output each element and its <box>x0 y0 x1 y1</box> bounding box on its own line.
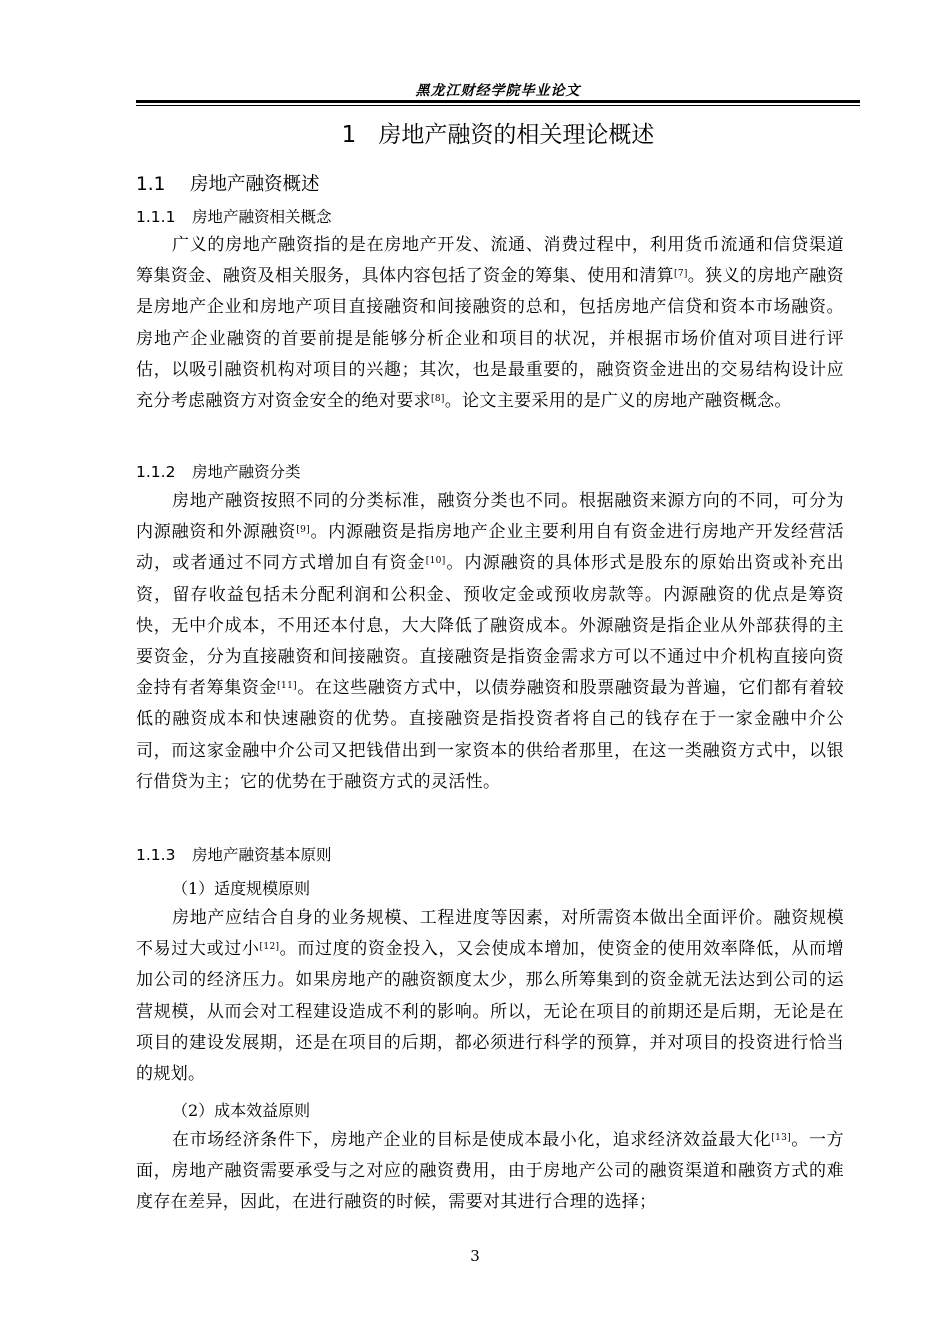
paragraph-definition <box>136 230 844 417</box>
subsection-heading-1-1-1 <box>136 205 332 227</box>
subsection-number: 1.1.2 <box>136 463 176 481</box>
chapter-heading <box>136 116 860 149</box>
paragraph-principle-cost <box>136 1125 844 1219</box>
text-run: 。内源融资的具体形式是股东的原始出资或补充出资，留存收益包括未分配利润和公积金、预收定金或预收房款等。内源融资的优点是筹资快，无中介成本，不用还本付息，大大降低了融资成本。外源融资是指企业从外部获得的主要资金，分为直接融资和间接融资。直接融资是指资金需求方可以不通过中介机构直接向资金持有者筹集资金 <box>136 553 844 699</box>
subsection-heading-1-1-2 <box>136 460 301 482</box>
citation: [8] <box>430 394 445 405</box>
header-rule-thin <box>136 105 860 106</box>
paragraph-principle-scale <box>136 903 844 1090</box>
chapter-number: 1 <box>341 122 357 148</box>
subsection-number: 1.1.3 <box>136 846 176 864</box>
citation: [13] <box>771 1133 792 1143</box>
text-run: 。在这些融资方式中，以债券融资和股票融资最为普遍，它们都有着较低的融资成本和快速融资的优势。直接融资是指投资者将自己的钱存在于一家金融中介公司，而这家金融中介公司又把钱借出到一家资本的供给者那里，在这一类融资方式中，以银行借贷为主；它的优势在于融资方式的灵活性。 <box>136 678 844 792</box>
section-heading-1-1 <box>136 170 320 196</box>
subsection-number: 1.1.1 <box>136 208 176 226</box>
citation: [12] <box>259 942 280 953</box>
text-run: 房地产应结合自身的业务规模、工程进度等因素，对所需资本做出全面评价。融资规模不易过大或过小 <box>136 908 844 960</box>
citation: [9] <box>296 525 311 536</box>
section-title: 房地产融资概述 <box>190 174 320 195</box>
principle-item-1: （1）适度规模原则 <box>172 879 311 898</box>
text-run: 。内源融资是指房地产企业主要利用自有资金进行房地产开发经营活动，或者通过不同方式增加自有资金 <box>136 522 844 574</box>
principle-item-2: （2）成本效益原则 <box>172 1101 311 1120</box>
text-run: 房地产融资按照不同的分类标准，融资分类也不同。根据融资来源方向的不同，可分为内源融资和外源融资 <box>136 491 844 543</box>
citation: [10] <box>425 556 446 567</box>
text-run: 在市场经济条件下，房地产企业的目标是使成本最小化，追求经济效益最大化 <box>172 1130 772 1150</box>
section-number: 1.1 <box>136 174 166 195</box>
text-run: 。一方面，房地产融资需要承受与之对应的融资费用，由于房地产公司的融资渠道和融资方式的难度存在差异，因此，在进行融资的时候，需要对其进行合理的选择； <box>136 1130 844 1213</box>
running-header: 黑龙江财经学院毕业论文 <box>415 83 581 99</box>
header-rule-thick <box>136 100 860 103</box>
chapter-title: 房地产融资的相关理论概述 <box>378 122 655 148</box>
page-number: 3 <box>470 1247 480 1265</box>
citation: [7] <box>673 269 688 280</box>
paragraph-classification <box>136 486 844 798</box>
citation: [11] <box>277 681 298 692</box>
subsection-title: 房地产融资分类 <box>192 463 301 481</box>
text-run: 。论文主要采用的是广义的房地产融资概念。 <box>444 391 792 412</box>
text-run: 广义的房地产融资指的是在房地产开发、流通、消费过程中，利用货币流通和信贷渠道筹集资金、融资及相关服务，具体内容包括了资金的筹集、使用和清算 <box>136 235 844 287</box>
text-run: 。而过度的资金投入，又会使成本增加，使资金的使用效率降低，从而增加公司的经济压力。如果房地产的融资额度太少，那么所筹集到的资金就无法达到公司的运营规模，从而会对工程建设造成不利的影响。所以，无论在项目的前期还是后期，无论是在项目的建设发展期，还是在项目的后期，都必须进行科学的预算，并对项目的投资进行恰当的规划。 <box>136 939 844 1085</box>
subsection-title: 房地产融资相关概念 <box>192 208 332 226</box>
subsection-title: 房地产融资基本原则 <box>192 846 332 864</box>
text-run: 。狭义的房地产融资是房地产企业和房地产项目直接融资和间接融资的总和，包括房地产信贷和资本市场融资。房地产企业融资的首要前提是能够分析企业和项目的状况，并根据市场价值对项目进行评估，以吸引融资机构对项目的兴趣；其次，也是最重要的，融资资金进出的交易结构设计应充分考虑融资方对资金安全的绝对要求 <box>136 266 844 412</box>
subsection-heading-1-1-3 <box>136 843 332 865</box>
